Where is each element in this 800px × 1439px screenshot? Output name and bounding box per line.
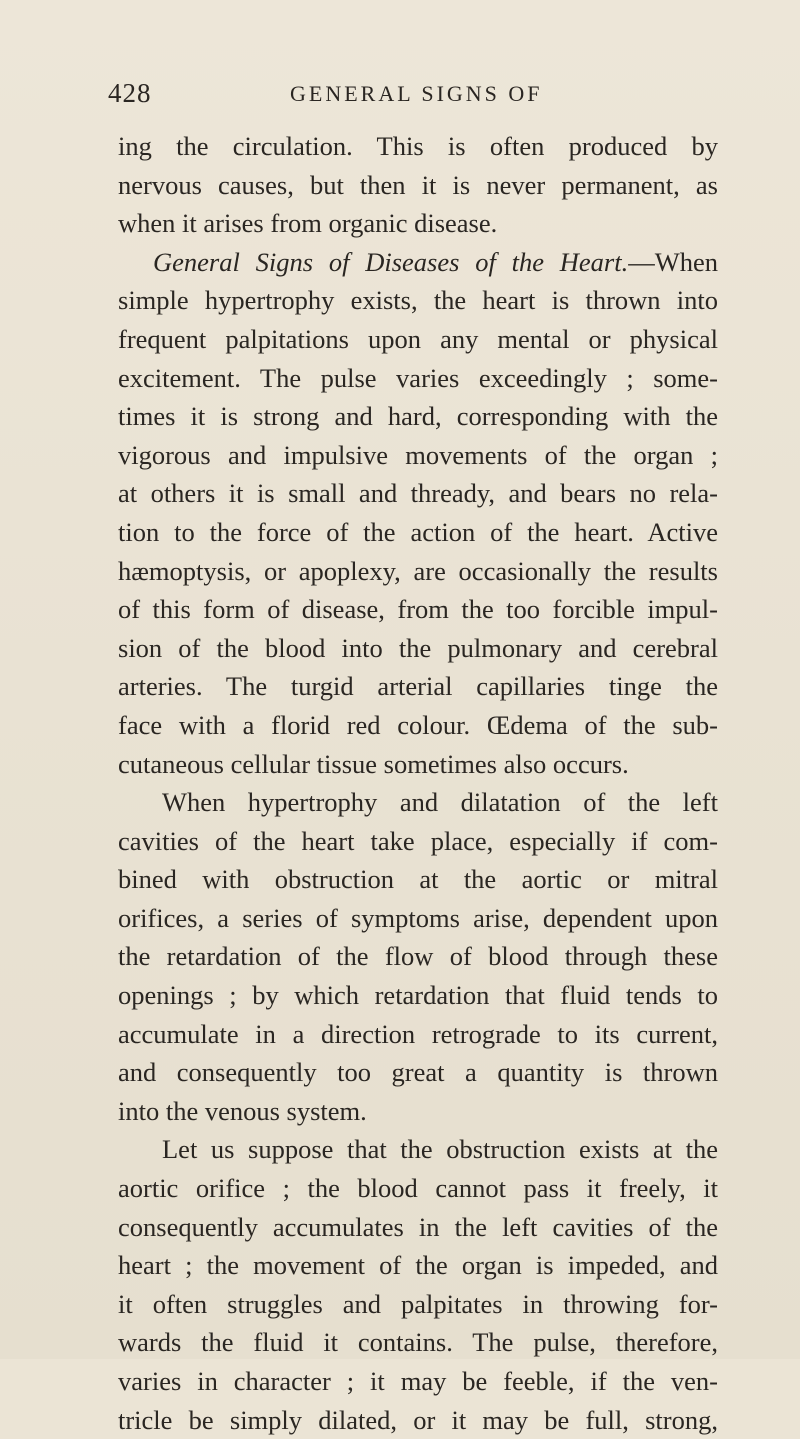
body-text (118, 127, 718, 1439)
text-line: excitement. The pulse varies exceedingly ; some- (118, 362, 718, 393)
text-line: simple hypertrophy exists, the heart is thrown into (118, 285, 718, 316)
text-line: when it arises from organic disease. (118, 208, 498, 239)
text-line: arteries. The turgid arterial capillaries tinge the (118, 671, 718, 702)
text-line: vigorous and impulsive movements of the organ ; (118, 439, 718, 470)
text-line: of this form of disease, from the too forcible impul- (118, 594, 718, 625)
text-line: cavities of the heart take place, especially if com- (118, 825, 718, 856)
section-heading-line (118, 243, 718, 282)
text-line: heart ; the movement of the organ is impeded, and (118, 1250, 718, 1281)
text-line: accumulate in a direction retrograde to its current, (118, 1018, 718, 1049)
text-line: bined with obstruction at the aortic or mitral (118, 864, 718, 895)
text-line: into the venous system. (118, 1095, 367, 1126)
text-line: frequent palpitations upon any mental or physical (118, 323, 718, 354)
text-line: the retardation of the flow of blood through these (118, 941, 718, 972)
text-line: aortic orifice ; the blood cannot pass it freely, it (118, 1173, 718, 1204)
text-line: consequently accumulates in the left cavities of the (118, 1211, 718, 1242)
page-number: 428 (108, 78, 152, 108)
text-line: openings ; by which retardation that fluid tends to (118, 980, 718, 1011)
text-line: ing the circulation. This is often produced by (118, 131, 718, 161)
text-line: hæmoptysis, or apoplexy, are occasionally the results (118, 555, 718, 586)
text-line: at others it is small and thready, and bears no rela- (118, 478, 718, 509)
text-line: and consequently too great a quantity is thrown (118, 1057, 718, 1088)
text-line: it often struggles and palpitates in throwing for- (118, 1288, 718, 1319)
heading-dash-text: —When (628, 246, 718, 277)
section-heading: General Signs of Diseases of the Heart. (153, 246, 629, 277)
running-title: GENERAL SIGNS OF (290, 81, 543, 106)
text-line: sion of the blood into the pulmonary and cerebral (118, 632, 718, 663)
text-line: Let us suppose that the obstruction exists at the (162, 1134, 718, 1165)
text-line: orifices, a series of symptoms arise, dependent upon (118, 902, 718, 933)
text-line: wards the fluid it contains. The pulse, therefore, (118, 1327, 718, 1358)
text-line: times it is strong and hard, corresponding with the (118, 401, 718, 432)
text-line: When hypertrophy and dilatation of the left (162, 787, 718, 818)
text-line: varies in character ; it may be feeble, if the ven- (118, 1366, 718, 1396)
text-line: nervous causes, but then it is never permanent, as (118, 169, 718, 200)
text-line: tricle be simply dilated, or it may be full, strong, (118, 1404, 718, 1435)
running-head (0, 78, 800, 112)
text-line: cutaneous cellular tissue sometimes also occurs. (118, 748, 629, 779)
text-line: face with a florid red colour. Œdema of the sub- (118, 709, 718, 740)
text-line: tion to the force of the action of the heart. Active (118, 516, 718, 547)
